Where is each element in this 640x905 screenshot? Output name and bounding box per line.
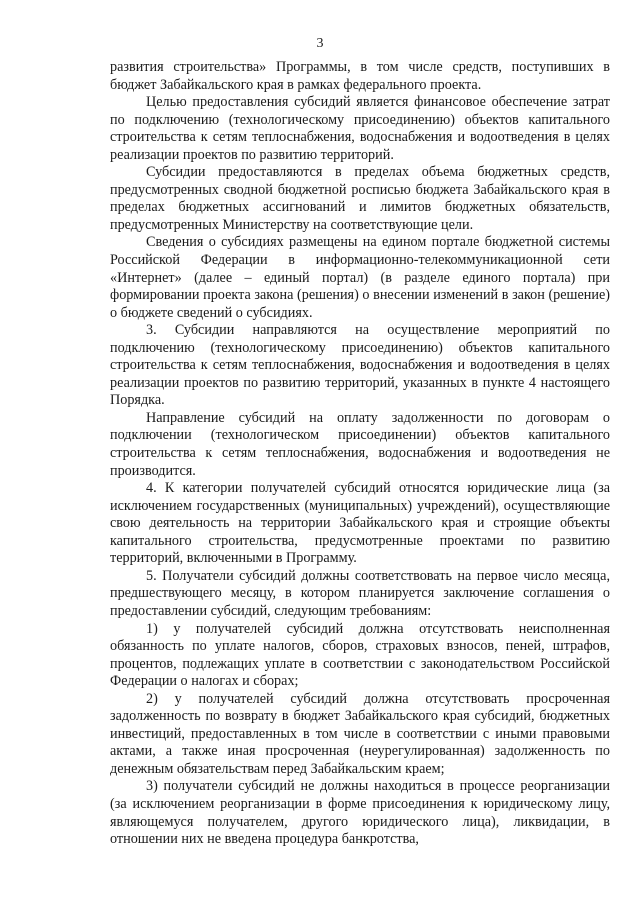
document-body — [110, 59, 610, 849]
paragraph: Сведения о субсидиях размещены на едином портале бюджетной системы Российской Федерации в информационно-телекоммуникационной сети «Интернет» (далее – единый портал) (в разделе единого портала) при формировании проекта закона (решения) о внесении изменений в закон (решение) о бюджете сведений о субсидиях. — [110, 234, 610, 321]
paragraph: 3. Субсидии направляются на осуществление мероприятий по подключению (технологическому присоединению) объектов капитального строительства к сетям теплоснабжения, водоснабжения и водоотведения в целях реализации проектов по развитию территорий, указанных в пункте 4 настоящего Порядка. — [110, 322, 610, 409]
paragraph: развития строительства» Программы, в том числе средств, поступивших в бюджет Забайкальского края в рамках федерального проекта. — [110, 59, 610, 93]
paragraph: 5. Получатели субсидий должны соответствовать на первое число месяца, предшествующего месяцу, в котором планируется заключение соглашения о предоставлении субсидий, следующим требованиям: — [110, 567, 610, 619]
list-item: 3) получатели субсидий не должны находиться в процессе реорганизации (за исключением реорганизации в форме присоединения к юридическому лицу, являющемуся получателем, другого юридического лица), ликвидации, в отношении них не введена процедура банкротства, — [110, 778, 610, 848]
page-number: 3 — [316, 36, 324, 51]
paragraph: Целью предоставления субсидий является финансовое обеспечение затрат по подключению (технологическому присоединению) объектов капитального строительства к сетям теплоснабжения, водоснабжения и водоотведения в целях реализации проектов по развитию территорий. — [110, 94, 610, 163]
paragraph: Направление субсидий на оплату задолженности по договорам о подключении (технологическом присоединении) объектов капитального строительства к сетям теплоснабжения, водоснабжения и водоотведения не производится. — [110, 409, 610, 479]
list-item: 1) у получателей субсидий должна отсутствовать неисполненная обязанность по уплате налогов, сборов, страховых взносов, пеней, штрафов, процентов, подлежащих уплате в соответствии с законодательством Российской Федерации о налогах и сборах; — [110, 620, 610, 690]
paragraph: 4. К категории получателей субсидий относятся юридические лица (за исключением государственных (муниципальных) учреждений), осуществляющие свою деятельность на территории Забайкальского края и строящие объекты капитального строительства, предусмотренные проектами по развитию территорий, включенными в Программу. — [110, 480, 610, 567]
paragraph: Субсидии предоставляются в пределах объема бюджетных средств, предусмотренных сводной бюджетной росписью бюджета Забайкальского края в пределах бюджетных ассигнований и лимитов бюджетных обязательств, предусмотренных Министерству на соответствующие цели. — [110, 164, 610, 233]
list-item: 2) у получателей субсидий должна отсутствовать просроченная задолженность по возврату в бюджет Забайкальского края субсидий, бюджетных инвестиций, предоставленных в том числе в соответствии с иными правовыми актами, а также иная просроченная (неурегулированная) задолженность по денежным обязательствам перед Забайкальским краем; — [110, 690, 610, 777]
